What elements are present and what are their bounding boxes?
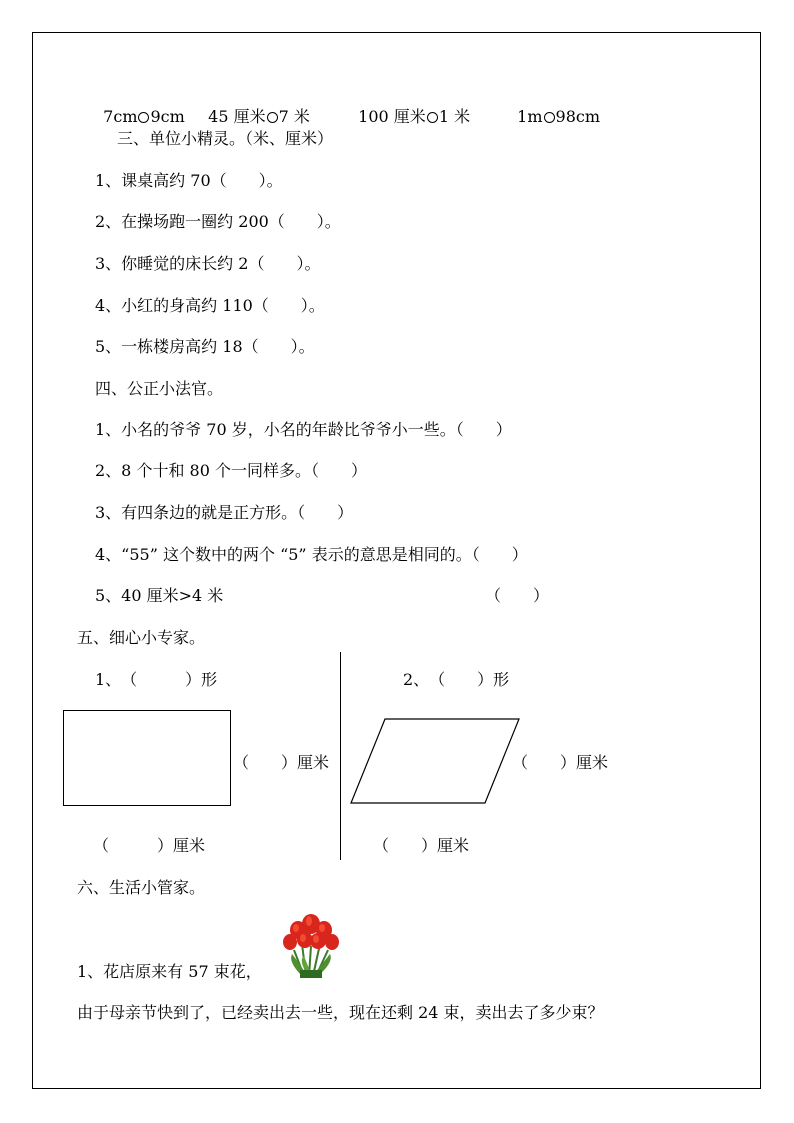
section3-item-2: 2、在操场跑一圈约 200（ ）。 <box>95 212 341 231</box>
section6-question-1-text: 由于母亲节快到了，已经卖出去一些，现在还剩 24 束，卖出去了多少束？ <box>77 1003 604 1022</box>
shape1-side-length: （ ）厘米 <box>233 753 330 772</box>
section6-question-1: 1、花店原来有 57 束花， <box>77 962 262 981</box>
section4-item-3: 3、有四条边的就是正方形。（ ） <box>95 503 354 522</box>
shape1-bottom-length: （ ）厘米 <box>93 836 206 855</box>
compare-2: 45 厘米 7 米 <box>208 107 310 126</box>
compare-circle[interactable] <box>427 112 438 123</box>
compare-circle[interactable] <box>544 112 555 123</box>
section4-item-5: 5、40 厘米>4 米 <box>95 586 224 605</box>
section3-item-4: 4、小红的身高约 110（ ）。 <box>95 296 325 315</box>
compare-1: 7cm 9cm <box>103 107 185 126</box>
compare-4: 1m 98cm <box>517 107 601 126</box>
section4-item-5-answer[interactable]: （ ） <box>485 586 550 605</box>
section4-title: 四、公正小法官。 <box>95 379 224 398</box>
rectangle-shape <box>63 710 231 806</box>
shape2-bottom-length: （ ）厘米 <box>373 836 470 855</box>
compare-3: 100 厘米 1 米 <box>358 107 471 126</box>
compare-circle[interactable] <box>138 112 149 123</box>
section3-item-3: 3、你睡觉的床长约 2（ ）。 <box>95 254 321 273</box>
section4-item-4: 4、“55” 这个数中的两个 “5” 表示的意思是相同的。（ ） <box>95 545 528 564</box>
flower-icon <box>280 910 342 978</box>
shape2-label: 2、 （ ）形 <box>403 670 510 689</box>
section3-item-5: 5、一栋楼房高约 18（ ）。 <box>95 337 315 356</box>
shape1-label: 1、 （ ）形 <box>95 670 218 689</box>
section5-title: 五、细心小专家。 <box>77 628 206 647</box>
section3-item-1: 1、课桌高约 70（ ）。 <box>95 171 283 190</box>
section4-item-2: 2、8 个十和 80 个一同样多。（ ） <box>95 461 367 480</box>
shape2-side-length: （ ）厘米 <box>512 753 609 772</box>
section4-item-1: 1、小名的爷爷 70 岁，小名的年龄比爷爷小一些。（ ） <box>95 420 512 439</box>
section6-title: 六、生活小管家。 <box>77 878 206 897</box>
compare-circle[interactable] <box>267 112 278 123</box>
divider-line <box>340 652 341 860</box>
section3-title: 三、单位小精灵。（米、厘米） <box>117 129 334 148</box>
